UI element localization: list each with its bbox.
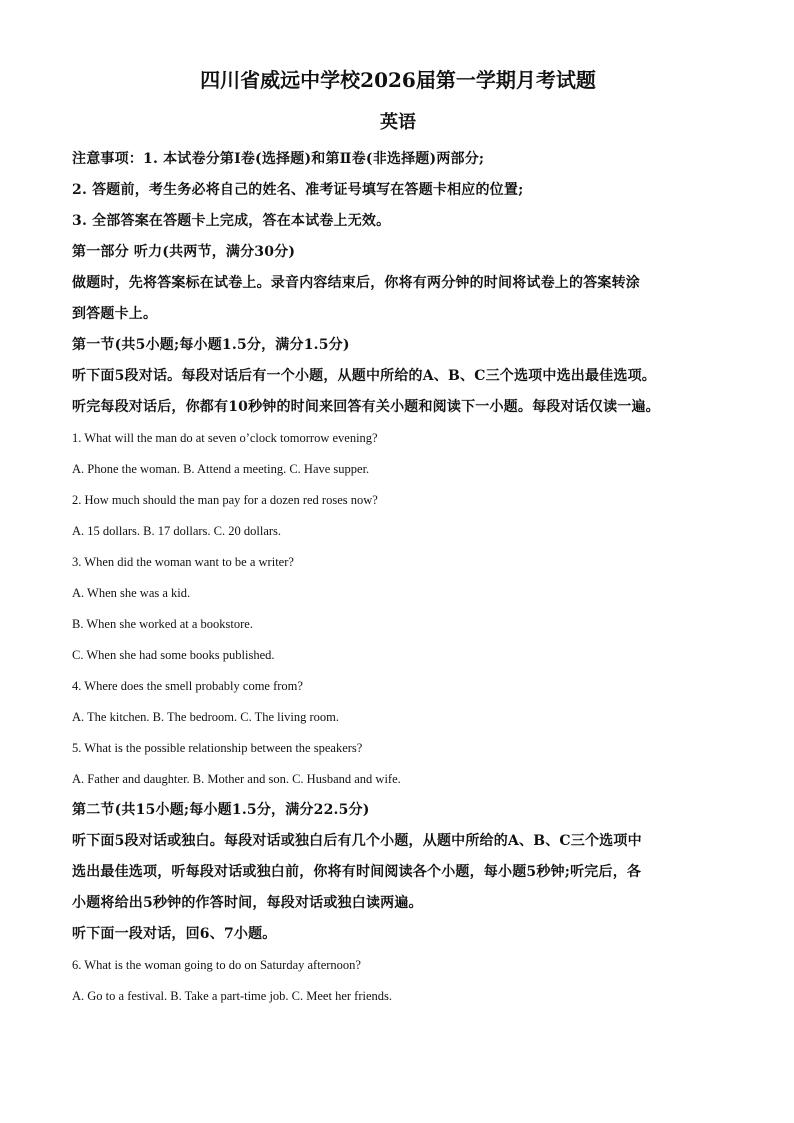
subject-title: 英语 — [380, 112, 416, 133]
question-2: 2. How much should the man pay for a dozen red roses now? — [72, 493, 378, 507]
question-6-options: A. Go to a festival. B. Take a part-time job. C. Meet her friends. — [72, 989, 392, 1003]
question-5-options: A. Father and daughter. B. Mother and son. C. Husband and wife. — [72, 772, 401, 786]
question-6: 6. What is the woman going to do on Saturday afternoon? — [72, 958, 361, 972]
note-3: 3. 全部答案在答题卡上完成，答在本试卷上无效。 — [72, 213, 391, 229]
part1-instruction-line1: 做题时，先将答案标在试卷上。录音内容结束后，你将有两分钟的时间将试卷上的答案转涂 — [72, 275, 640, 291]
question-1: 1. What will the man do at seven o’clock tomorrow evening? — [72, 431, 378, 445]
question-4: 4. Where does the smell probably come from? — [72, 679, 303, 693]
exam-page — [72, 64, 724, 1012]
section2-instruction-line3: 小题将给出5秒钟的作答时间，每段对话或独白读两遍。 — [72, 895, 423, 911]
exam-title: 四川省威远中学校2026届第一学期月考试题 — [200, 68, 596, 92]
section2-heading: 第二节(共15小题;每小题1.5分，满分22.5分) — [72, 802, 370, 818]
question-3-option-c: C. When she had some books published. — [72, 648, 275, 662]
question-3-option-a: A. When she was a kid. — [72, 586, 191, 600]
part1-instruction-line2: 到答题卡上。 — [72, 306, 158, 322]
section1-instruction-line2: 听完每段对话后，你都有10秒钟的时间来回答有关小题和阅读下一小题。每段对话仅读一遍。 — [72, 399, 660, 415]
question-2-options: A. 15 dollars. B. 17 dollars. C. 20 dollars. — [72, 524, 282, 538]
note-2: 2. 答题前，考生务必将自己的姓名、准考证号填写在答题卡相应的位置; — [72, 182, 524, 198]
section1-instruction-line1: 听下面5段对话。每段对话后有一个小题，从题中所给的A、B、C三个选项中选出最佳选项。 — [72, 368, 656, 384]
question-4-options: A. The kitchen. B. The bedroom. C. The living room. — [72, 710, 339, 724]
question-3: 3. When did the woman want to be a writer? — [72, 555, 294, 569]
note-1: 注意事项：1. 本试卷分第Ⅰ卷(选择题)和第Ⅱ卷(非选择题)两部分; — [72, 151, 485, 167]
section1-heading: 第一节(共5小题;每小题1.5分，满分1.5分) — [72, 337, 350, 353]
section2-instruction-line2: 选出最佳选项，听每段对话或独白前，你将有时间阅读各个小题，每小题5秒钟;听完后，各 — [72, 864, 642, 880]
section2-sub-heading: 听下面一段对话，回6、7小题。 — [72, 926, 277, 942]
question-3-option-b: B. When she worked at a bookstore. — [72, 617, 253, 631]
question-1-options: A. Phone the woman. B. Attend a meeting. C. Have supper. — [72, 462, 370, 476]
part1-heading: 第一部分 听力(共两节，满分30分) — [72, 244, 296, 260]
section2-instruction-line1: 听下面5段对话或独白。每段对话或独白后有几个小题，从题中所给的A、B、C三个选项中 — [72, 833, 642, 849]
question-5: 5. What is the possible relationship between the speakers? — [72, 741, 363, 755]
